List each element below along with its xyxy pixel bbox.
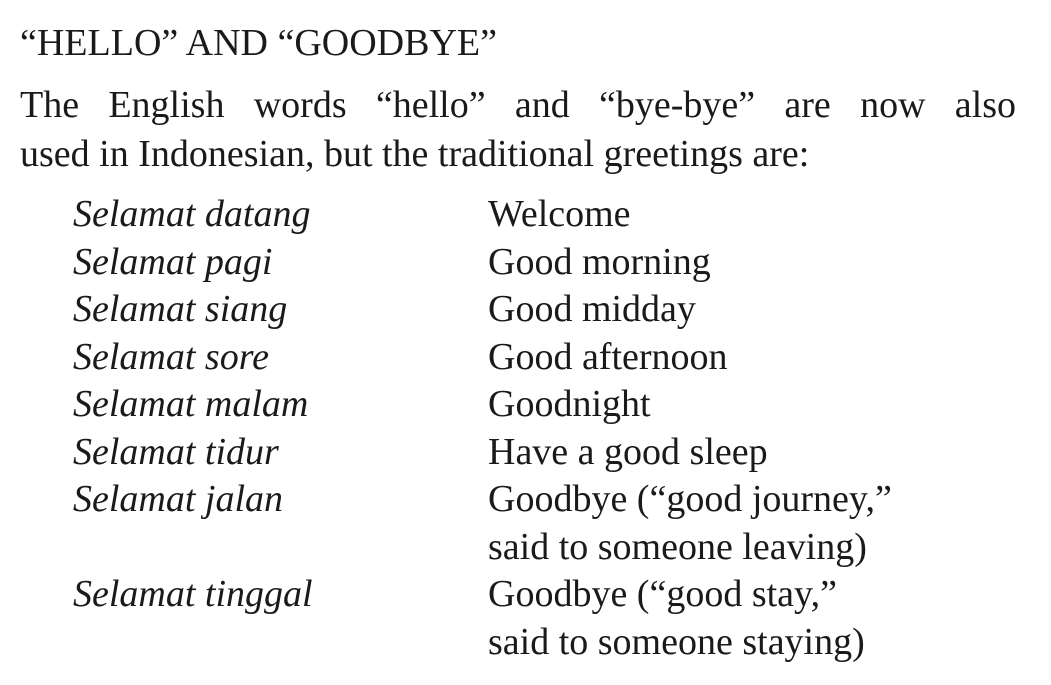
greeting-term: Selamat siang (73, 288, 288, 330)
greeting-row-selamat-pagi (73, 239, 1013, 287)
greeting-row-selamat-siang (73, 286, 1013, 334)
greeting-row-selamat-jalan (73, 476, 1013, 571)
greeting-meaning-line: Goodnight (488, 383, 651, 425)
greeting-term: Selamat datang (73, 193, 311, 235)
greeting-meaning-line: said to someone staying) (488, 620, 865, 663)
greetings-list (73, 191, 1013, 666)
intro-line-2: used in Indonesian, but the traditional greetings are: (20, 133, 810, 175)
greeting-term: Selamat tidur (73, 430, 279, 473)
greeting-row-selamat-sore (73, 334, 1013, 382)
greeting-meaning-line: Goodbye (“good stay,” (488, 573, 837, 615)
greeting-meaning (488, 571, 1013, 666)
greeting-meaning (488, 191, 1013, 239)
greeting-meaning-line: said to someone leaving) (488, 525, 867, 568)
intro-paragraph (20, 81, 1016, 179)
greeting-meaning (488, 429, 1013, 477)
greeting-row-selamat-datang (73, 191, 1013, 239)
greeting-meaning-line: Have a good sleep (488, 430, 768, 473)
greeting-term: Selamat malam (73, 383, 309, 425)
greeting-meaning-line: Welcome (488, 193, 631, 235)
greeting-row-selamat-tinggal (73, 571, 1013, 666)
greeting-meaning (488, 286, 1013, 334)
section-heading: “HELLO” AND “GOODBYE” (20, 22, 497, 64)
greeting-row-selamat-malam (73, 381, 1013, 429)
greeting-term: Selamat tinggal (73, 573, 313, 615)
greeting-meaning (488, 334, 1013, 382)
greeting-meaning (488, 476, 1013, 571)
greeting-meaning-line: Goodbye (“good journey,” (488, 478, 892, 520)
greeting-meaning (488, 239, 1013, 287)
greeting-term: Selamat jalan (73, 478, 284, 520)
greeting-row-selamat-tidur (73, 429, 1013, 477)
greeting-meaning-line: Good afternoon (488, 335, 728, 378)
greeting-term: Selamat sore (73, 335, 269, 378)
greeting-term: Selamat pagi (73, 240, 273, 283)
greeting-meaning-line: Good midday (488, 288, 696, 330)
greeting-meaning-line: Good morning (488, 240, 711, 283)
intro-line-1: The English words “hello” and “bye-bye” are now also (20, 84, 1016, 126)
greeting-meaning (488, 381, 1013, 429)
